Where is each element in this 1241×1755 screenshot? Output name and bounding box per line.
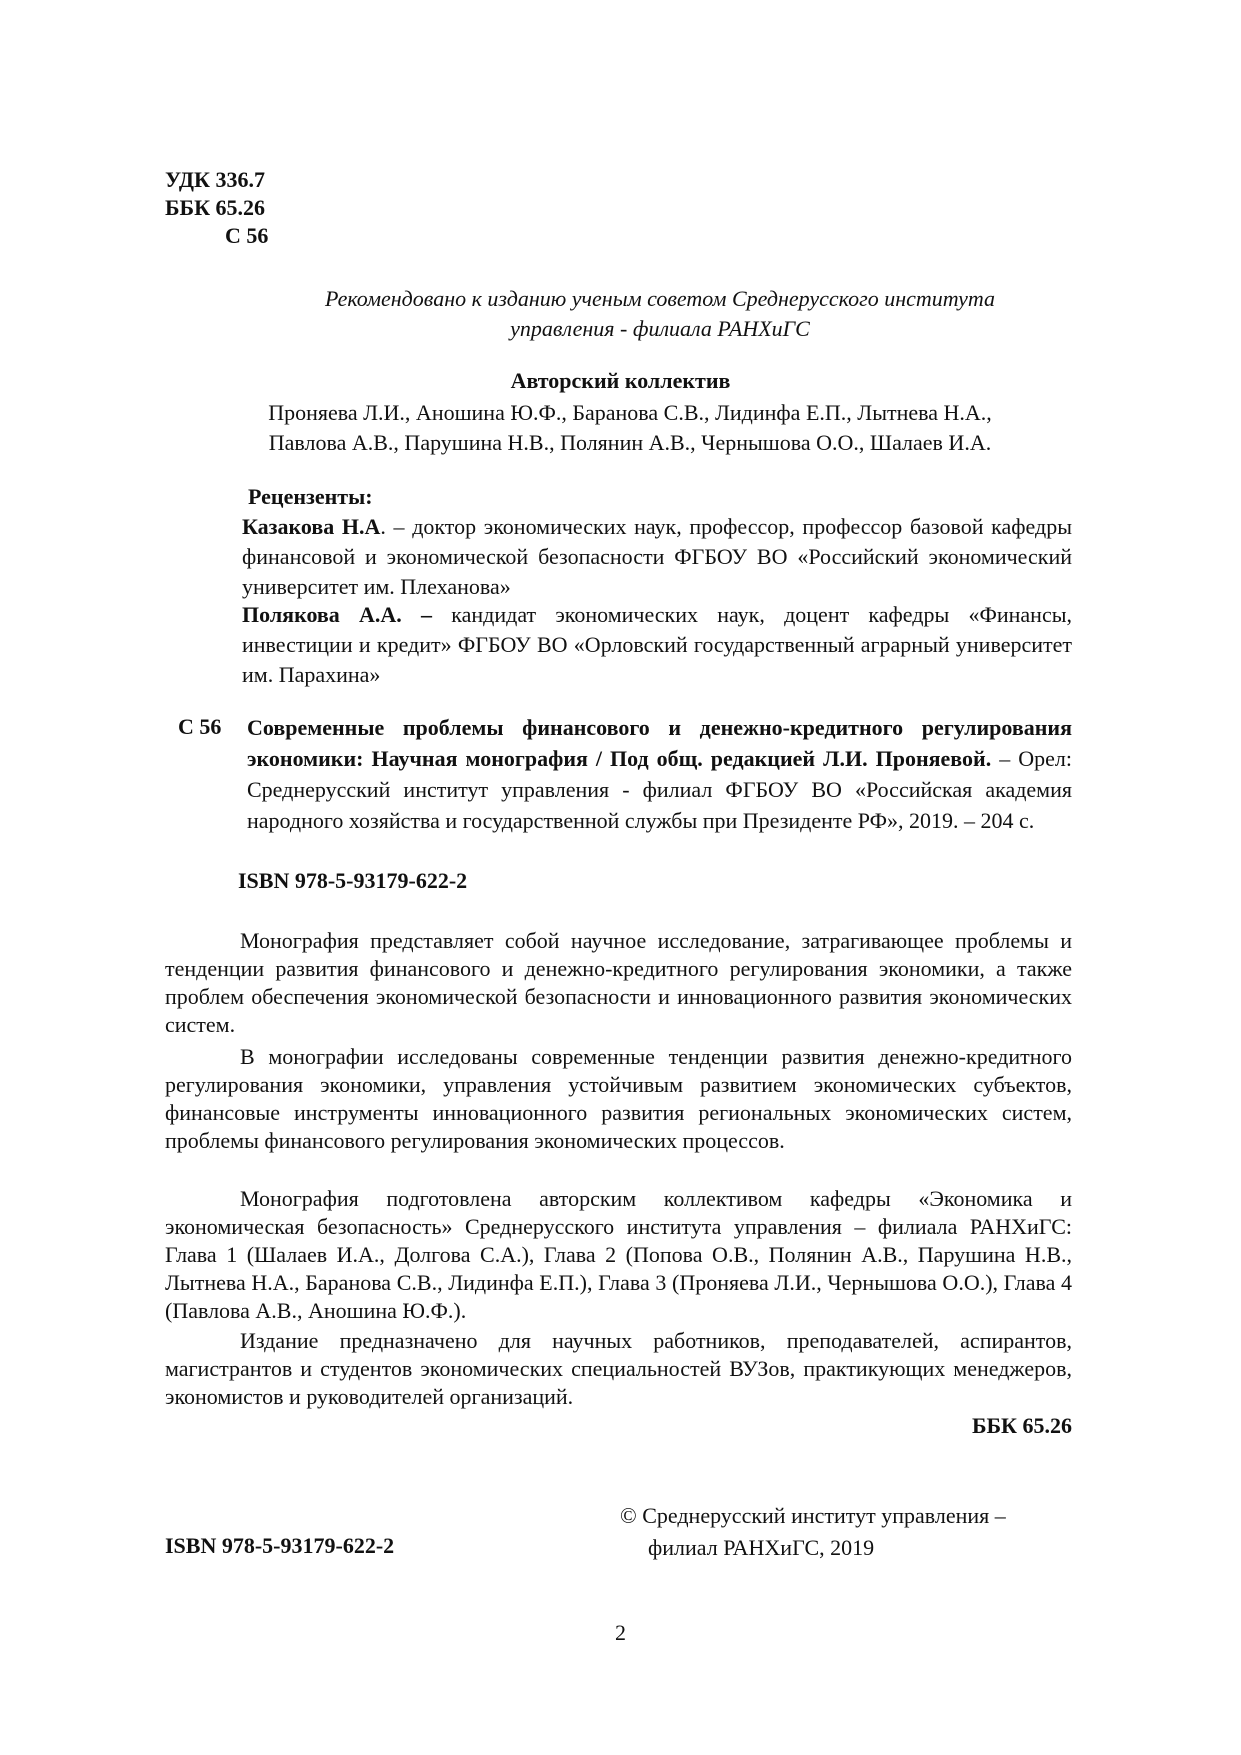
authors-title: Авторский коллектив xyxy=(510,368,731,393)
recommendation-line2: управления - филиала РАНХиГС xyxy=(510,316,810,341)
abstract-text-4: Издание предназначено для научных работников, преподавателей, аспирантов, магистрантов и студентов экономических специальностей ВУЗов, практикующих менеджеров, экономистов и руководителей организаций. xyxy=(165,1328,1072,1409)
authors-line2: Павлова А.В., Парушина Н.В., Полянин А.В., Чернышова О.О., Шалаев И.А. xyxy=(268,430,992,455)
classification-codes xyxy=(165,166,268,250)
copyright-line2: филиал РАНХиГС, 2019 xyxy=(648,1535,875,1560)
abstract-paragraph-4 xyxy=(165,1327,1072,1411)
catalog-entry xyxy=(247,712,1072,836)
copyright-line1: © Среднерусский институт управления – xyxy=(620,1503,1006,1528)
authors-line1: Проняева Л.И., Аношина Ю.Ф., Баранова С.В., Лидинфа Е.П., Лытнева Н.А., xyxy=(268,400,992,425)
catalog-details: – Орел: Среднерусский институт управления - филиал ФГБОУ ВО «Российская академия народного хозяйства и государственной службы при Президенте РФ», 2019. – 204 с. xyxy=(247,746,1072,833)
catalog-isbn: ISBN 978-5-93179-622-2 xyxy=(238,868,468,893)
authors-list xyxy=(190,398,1070,458)
reviewer-1-text: . – доктор экономических наук, профессор, профессор базовой кафедры финансовой и экономической безопасности ФГБОУ ВО «Российский экономический университет им. Плеханова» xyxy=(242,514,1072,599)
recommendation-line1: Рекомендовано к изданию ученым советом Среднерусского института xyxy=(324,286,996,311)
copyright xyxy=(620,1500,1006,1564)
abstract-paragraph-1 xyxy=(165,927,1072,1039)
isbn-footer: ISBN 978-5-93179-622-2 xyxy=(165,1533,395,1558)
reviewer-2-name: Полякова А.А. – xyxy=(242,602,433,627)
recommendation-note xyxy=(260,284,1060,344)
bbk-code: ББК 65.26 xyxy=(165,195,266,220)
catalog-code: С 56 xyxy=(178,714,222,739)
abstract-text-3: Монография подготовлена авторским коллективом кафедры «Экономика и экономическая безопасность» Среднерусского института управления – филиала РАНХиГС: Глава 1 (Шалаев И.А., Долгова С.А.), Глава 2 (Попова О.В., Полянин А.В., Парушина Н.В., Лытнева Н.А., Баранова С.В., Лидинфа Е.П.), Глава 3 (Проняева Л.И., Чернышова О.О.), Глава 4 (Павлова А.В., Аношина Ю.Ф.). xyxy=(165,1186,1072,1323)
udk-code: УДК 336.7 xyxy=(165,167,266,192)
page-number: 2 xyxy=(615,1620,626,1645)
reviewers-title: Рецензенты: xyxy=(248,484,373,509)
reviewer-1-name: Казакова Н.А xyxy=(242,514,381,539)
reviewer-2-text: кандидат экономических наук, доцент кафедры «Финансы, инвестиции и кредит» ФГБОУ ВО «Орловский государственный аграрный университет им. Парахина» xyxy=(242,602,1072,687)
bbk-footer: ББК 65.26 xyxy=(971,1413,1072,1438)
catalog-title: Современные проблемы финансового и денежно-кредитного регулирования экономики: Научная монография / Под общ. редакцией Л.И. Проняевой. xyxy=(247,715,1072,771)
abstract-text-1: Монография представляет собой научное исследование, затрагивающее проблемы и тенденции развития финансового и денежно-кредитного регулирования экономики, а также проблем обеспечения экономической безопасности и инновационного развития экономических систем. xyxy=(165,928,1072,1037)
abstract-paragraph-3 xyxy=(165,1185,1072,1325)
abstract-text-2: В монографии исследованы современные тенденции развития денежно-кредитного регулирования экономики, управления устойчивым развитием экономических субъектов, финансовые инструменты инновационного развития региональных экономических систем, проблемы финансового регулирования экономических процессов. xyxy=(165,1044,1072,1153)
abstract-paragraph-2 xyxy=(165,1043,1072,1155)
reviewer-2 xyxy=(242,600,1072,690)
reviewer-1 xyxy=(242,512,1072,602)
author-sign: С 56 xyxy=(225,223,269,248)
